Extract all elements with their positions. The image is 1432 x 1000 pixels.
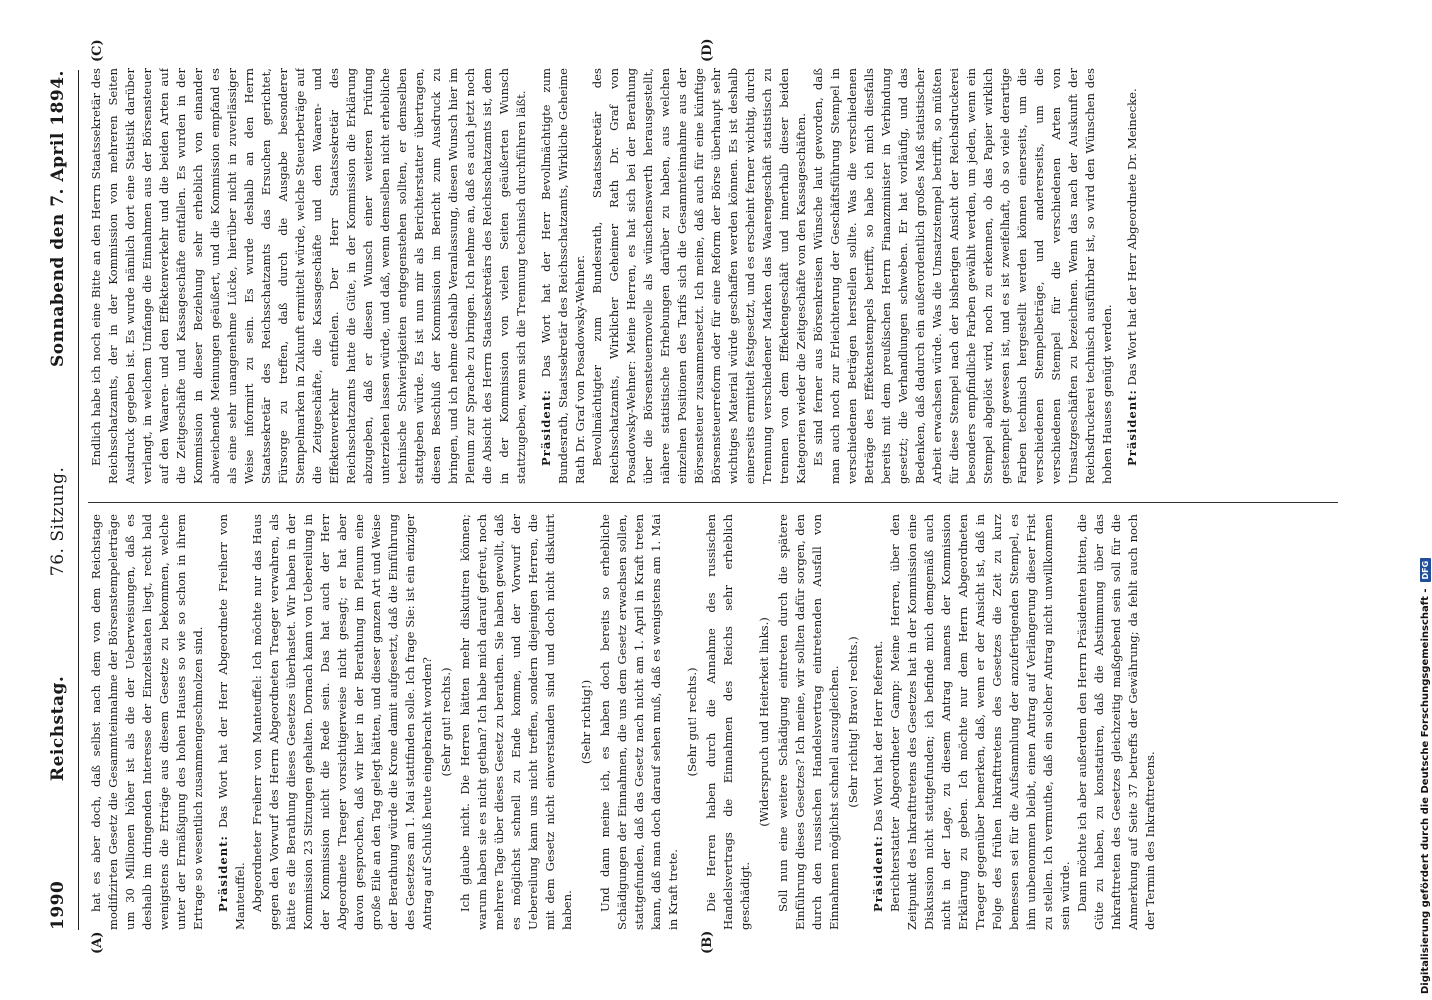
- paragraph: [589, 68, 810, 484]
- paragraph: [457, 514, 576, 930]
- applause-note: (Sehr gut! rechts.): [685, 667, 699, 777]
- margin-mark-c: (C): [90, 39, 105, 62]
- paragraph-text: Endlich habe ich noch eine Bitte an den Herrn Staatssekretär des Reichsschatzamts, der in der Kommission von mehreren Seiten Ausdruck gegeben ist. Es wurde nämlich dort eine Statistik darüber verlangt, in welchem Umfange die Einnahmen aus der Börsensteuer auf den Waaren- und den Effektenverkehr und die beiden Arten auf die Zeitgeschäfte und Kassageschäfte entfallen. Es wurden in der Kommission in dieser Beziehung sehr erheblich von einander abweichende Meinungen geäußert, und die Kommission empfand es als eine sehr unangenehme Lücke, hierüber nicht in zuverlässiger Weise informirt zu sein. Es wurde deshalb an den Herrn Staatssekretär des Reichsschatzamts das Ersuchen gerichtet, Fürsorge zu treffen, daß durch die Ausgabe besonderer Stempelmarken in Zukunft ermittelt würde, welche Steuerbeträge auf die Zeitgeschäfte, die Kassageschäfte und den Waaren- und Effektenverkehr entfielen. Der Herr Staatssekretär des Reichsschatzamts hatte die Güte, in der Kommission die Erklärung abzugeben, daß er diesen Wunsch einer weiteren Prüfung unterziehen lassen würde, und daß, wenn demselben nicht erhebliche technische Schwierigkeiten entgegenstehen sollten, er demselben stattgeben würde. Es ist nun mir als Berichterstatter übertragen, diesen Beschluß der Kommission im Bericht zum Ausdruck zu bringen, und ich nehme deshalb Veranlassung, diesen Wunsch hier im Plenum zur Sprache zu bringen. Ich nehme an, daß es auch jetzt noch die Absicht des Herrn Staatssekretärs des Reichsschatzamts ist, dem in der Kommission von vielen Seiten geäußerten Wunsch stattzugeben, wenn sich die Trennung technisch durchführen läßt.: [89, 68, 528, 484]
- paragraph: [249, 514, 436, 930]
- paragraph-text: Und dann meine ich, es haben doch bereits so erhebliche Schädigungen der Einnahmen, die uns dem Gesetz erwachsen sollen, stattgefunden, daß das Gesetz nach nicht am 1. April in Kraft treten kann, daß man doch darauf sehen muß, daß es wenigstens am 1. Mai in Kraft trete.: [598, 514, 680, 930]
- applause-note: (Sehr gut! rechts.): [439, 667, 453, 777]
- column-separator: [88, 502, 1338, 503]
- publication-title: Reichstag.: [48, 675, 68, 782]
- applause-note: (Sehr richtig!): [579, 679, 593, 765]
- applause-note: (Widerspruch und Heiterkeit links.): [757, 617, 771, 827]
- paragraph-text: hat es aber doch, daß selbst nach dem von dem Reichstage modifizirten Gesetz die Gesammteinnahme der Börsenstempelerträge um 30 Millionen höher ist als die der Ueberweisungen, daß es deshalb im dringenden Interesse der Einzelstaaten liegt, recht bald wenigstens die Erträge aus diesem Gesetze zu bekommen, welche unter der Ermäßigung des hohen Hauses so wie so schon in ihrem Ertrage so wesentlich zusammengeschmolzen sind.: [89, 514, 205, 930]
- paragraph: [870, 514, 887, 930]
- applause-note: (Sehr richtig! Bravo! rechts.): [846, 636, 860, 808]
- session-number: 76. Sitzung.: [48, 466, 68, 577]
- paragraph-text: Ich glaube nicht. Die Herren hätten mehr diskutiren können; warum haben sie es nicht gethan? Ich habe mich darauf gefreut, noch mehrere Tage über dieses Gesetz zu berathen. Sie haben gewollt, daß es möglichst schnell zu Ende komme, und der Vorwurf der Uebereilung kann uns nicht treffen, sondern diejenigen Herren, die mit dem Gesetz nicht einverstanden sind und doch nicht diskutirt haben.: [458, 514, 574, 930]
- paragraph-text: Das Wort hat der Herr Abgeordnete Freiherr von Manteuffel.: [216, 514, 247, 930]
- paragraph-text: Es sind ferner aus Börsenkreisen Wünsche laut geworden, daß man auch noch zur Erleichterung der Geschäftsführung Stempel in verschiedenen Beträgen herstellen sollte. Was die verschiedenen Beträge des Effektenstempels betrifft, so habe ich mich diesfalls bereits mit dem preußischen Herrn Finanzminister in Verbindung gesetzt; die Verhandlungen schweben. Er hat vorläufig, und das Bedenken, daß dadurch ein außerordentlich großes Maß statistischer Arbeit erwachsen würde. Was die Umsatzstempel betrifft, so müßten für diese Stempel nach der bisherigen Ansicht der Reichsdruckerei besonders empfindliche Farben gewählt werden, um jeden, wenn ein Stempel abgelöst wird, noch zu erkennen, ob das Papier wirklich gestempelt gewesen ist, und es ist zweifelhaft, ob so viele derartige Farben technisch hergestellt werden können einerseits, um die verschiedenen Stempelbeträge, und andererseits, um die verschiedenen Stempel für die verschiedenen Arten von Umsatzgeschäften zu bezeichnen. Wenn das nach der Auskunft der Reichsdruckerei technisch ausführbar ist, so wird den Wünschen des hohen Hauses genügt werden.: [811, 68, 1114, 484]
- right-column: [88, 68, 1338, 484]
- paragraph: [597, 514, 682, 930]
- page-header: [38, 70, 79, 930]
- paragraph-text: Berichterstatter Abgeordneter Gamp: Meine Herren, über den Zeitpunkt des Inkrafttretens des Gesetzes hat in der Kommission eine Diskussion nicht stattgefunden; ich befinde mich demgemäß auch nicht in der Lage, zu diesem Antrag namens der Kommission Erklärung zu geben. Ich möchte nur dem Herrn Abgeordneten Traeger gegenüber bemerken, daß, wenn er der Ansicht ist, daß in Folge des frühen Inkrafttretens des Gesetzes die Zeit zu kurz bemessen sei für die Aufsammlung der anzufertigenden Stempel, es ihm unbenommen bleibt, einen Antrag auf Verlängerung dieser Frist zu stellen. Ich vermuthe, daß ein solcher Antrag nicht unwillkommen sein würde.: [888, 514, 1072, 930]
- paragraph-text: Bevollmächtigter zum Bundesrath, Staatssekretär des Reichsschatzamts, Wirklicher Geheimer Rath Dr. Graf von Posadowsky-Wehner: Meine Herren, es hat sich bei der Berathung über die Börsensteuernovelle als wünschenswerth herausgestellt, nähere statistische Erhebungen darüber zu haben, aus welchen einzelnen Positionen des Tarifs sich die Gesammteinnahme aus der Börsensteuer zusammensetzt. Ich meine, daß auch für eine künftige Börsensteuerreform oder für eine Reform der Börse überhaupt sehr wichtiges Material würde geschaffen werden können. Es ist deshalb einerseits ermittelt festgesetzt, und es erscheint ferner wichtig, durch Trennung verschiedener Marken das Waarengeschäft statistisch zu trennen von dem Effektengeschäft und innerhalb dieser beiden Kategorien wieder die Zeitgeschäfte von den Kassageschäften.: [590, 68, 808, 484]
- paragraph-text: Das Wort hat der Herr Abgeordnete Dr. Meinecke.: [1125, 88, 1139, 386]
- dfg-logo-icon: DFG: [1420, 558, 1431, 583]
- footer: [1418, 0, 1432, 1000]
- speaker-label: Präsident:: [539, 389, 553, 466]
- paragraph: [538, 68, 589, 484]
- margin-mark-a: (A): [90, 931, 105, 954]
- paragraph-text: Das Wort hat der Herr Referent.: [871, 640, 885, 832]
- paragraph: [887, 514, 1074, 930]
- paragraph: [810, 68, 1116, 484]
- paragraph: [1124, 68, 1141, 484]
- paragraph: [1074, 514, 1159, 930]
- paragraph: [703, 514, 754, 930]
- paragraph: [88, 68, 530, 484]
- left-column: [88, 514, 1338, 930]
- page-number: 1990: [48, 880, 68, 930]
- paragraph-text: Die Herren haben durch die Annahme des russischen Handelsvertrags die Einnahmen des Reichs sehr erheblich geschädigt.: [704, 514, 752, 930]
- paragraph: [88, 514, 207, 930]
- paragraph-text: Abgeordneter Freiherr von Manteuffel: Ich möchte nur das Haus gegen den Vorwurf des Herrn Abgeordneten Traeger verwahren, als hätte es die Berathung dieses Gesetzes überhastet. Wir haben in der Kommission 23 Sitzungen gehalten. Dornach kann von Uebereilung in der Kommission nicht die Rede sein. Das hat auch der Herr Abgeordnete Traeger vorsichtigerweise nicht gesagt; er hat aber davon gesprochen, daß wir hier in der Berathung im Plenum eine große Eile an den Tag gelegt hätten, und dieser ganzen Art und Weise der Berathung würde die Krone damit aufgesetzt, daß die Einführung des Gesetzes am 1. Mai stattfinden solle. Ich frage Sie: ist ein einziger Antrag auf Schluß heute eingebracht worden?: [250, 514, 434, 930]
- paragraph-text: Soll nun eine weitere Schädigung eintreten durch die spätere Einführung dieses Gesetzes? Ich meine, wir sollten dafür sorgen, den durch den russischen Handelsvertrag eintretenden Ausfall von Einnahmen möglichst schnell auszugleichen.: [776, 514, 841, 930]
- paragraph: [215, 514, 249, 930]
- footer-text: Digitalisierung gefördert durch die Deutsche Forschungsgemeinschaft -: [1419, 588, 1431, 994]
- session-date: Sonnabend den 7. April 1894.: [48, 70, 68, 367]
- margin-mark-d: (D): [700, 38, 715, 62]
- speaker-label: Präsident:: [1125, 389, 1139, 466]
- paragraph: [775, 514, 843, 930]
- margin-mark-b: (B): [700, 930, 715, 954]
- speaker-label: Präsident:: [216, 835, 230, 912]
- speaker-label: Präsident:: [871, 835, 885, 912]
- paragraph-text: Dann möchte ich aber außerdem den Herrn Präsidenten bitten, die Güte zu haben, zu konstatiren, daß die Abstimmung über das Inkrafttreten des Gesetzes gleichzeitig maßgebend sein soll für die Anmerkung auf Seite 37 betreffs der Gewährung; da fehlt auch noch der Termin des Inkrafttretens.: [1075, 514, 1157, 930]
- paragraph-text: Das Wort hat der Herr Bevollmächtigte zum Bundesrath, Staatssekretär des Reichsschatzamts, Wirkliche Geheime Rath Dr. Graf von Posadowsky-Wehner.: [539, 68, 587, 484]
